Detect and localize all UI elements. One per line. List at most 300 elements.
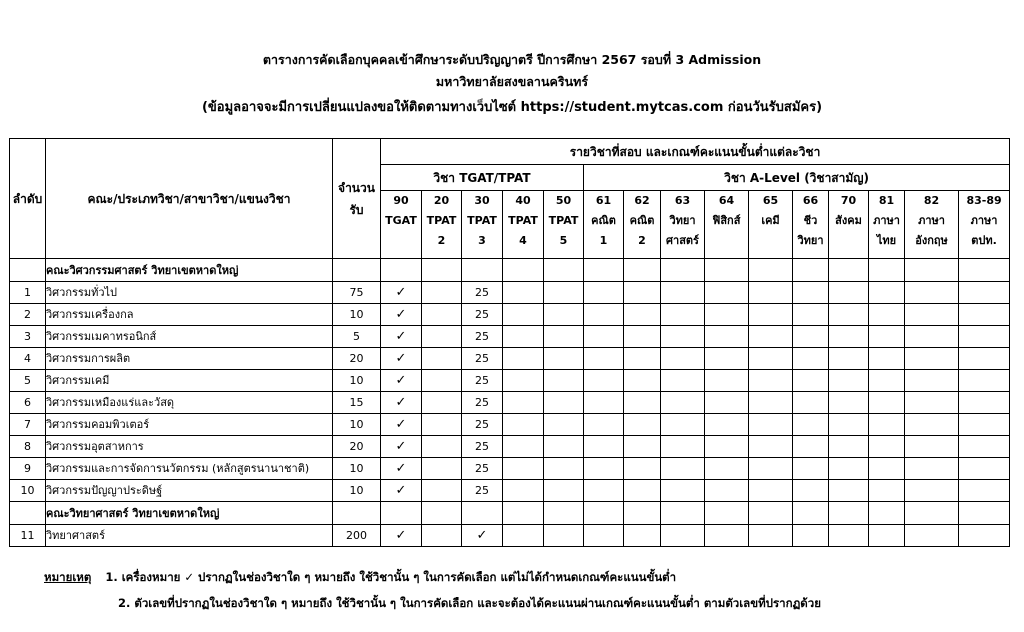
subject-cell: [905, 259, 959, 282]
row-seats: 10: [333, 458, 381, 480]
tpat3-cell: 25: [462, 392, 503, 414]
subject-cell: [584, 392, 624, 414]
header-subject: [422, 191, 462, 259]
header-subject-l2: ตปท.: [971, 234, 997, 247]
subject-cell: [661, 370, 705, 392]
table-row: [10, 436, 1010, 458]
subject-cell: [624, 414, 661, 436]
subject-cell: [793, 392, 829, 414]
subject-cell: [869, 480, 905, 502]
header-subject-l1: TPAT: [508, 214, 538, 227]
subject-cell: [624, 259, 661, 282]
subject-cell: [793, 259, 829, 282]
header-subject-code: 66: [802, 194, 819, 207]
subject-cell: [422, 370, 462, 392]
table-row: [10, 414, 1010, 436]
header-subject: [905, 191, 959, 259]
header-subject-l2: 3: [478, 234, 486, 247]
program-name: วิศวกรรมคอมพิวเตอร์: [46, 414, 333, 436]
row-seats: [333, 259, 381, 282]
tpat3-cell: ✓: [462, 525, 503, 547]
faculty-name: คณะวิศวกรรมศาสตร์ วิทยาเขตหาดใหญ่: [46, 259, 333, 282]
subject-cell: [705, 480, 749, 502]
row-no: [10, 259, 46, 282]
row-seats: 10: [333, 304, 381, 326]
subject-cell: [959, 326, 1010, 348]
program-name: วิศวกรรมทั่วไป: [46, 282, 333, 304]
subject-cell: [793, 348, 829, 370]
subject-cell: [544, 304, 584, 326]
subject-cell: [749, 525, 793, 547]
program-name: วิศวกรรมปัญญาประดิษฐ์: [46, 480, 333, 502]
faculty-row: [10, 259, 1010, 282]
header-subject: [381, 191, 422, 259]
header-subject: [705, 191, 749, 259]
subject-cell: [584, 458, 624, 480]
header-seats-line1: จำนวน: [338, 180, 375, 195]
program-name: วิศวกรรมอุตสาหการ: [46, 436, 333, 458]
header-subject-l2: 4: [519, 234, 527, 247]
faculty-name: คณะวิทยาศาสตร์ วิทยาเขตหาดใหญ่: [46, 502, 333, 525]
subject-cell: [793, 458, 829, 480]
subject-cell: [503, 414, 544, 436]
subject-cell: [829, 458, 869, 480]
tgat-cell: ✓: [381, 480, 422, 502]
subject-cell: [793, 282, 829, 304]
subject-cell: [829, 370, 869, 392]
row-no: 7: [10, 414, 46, 436]
row-no: 1: [10, 282, 46, 304]
subject-cell: [869, 414, 905, 436]
tgat-cell: ✓: [381, 348, 422, 370]
tpat3-cell: 25: [462, 414, 503, 436]
header-subject-code: 20: [433, 194, 450, 207]
table-row: [10, 304, 1010, 326]
tgat-cell: ✓: [381, 282, 422, 304]
row-no: 2: [10, 304, 46, 326]
subject-cell: [503, 480, 544, 502]
table-row: [10, 282, 1010, 304]
table-row: [10, 348, 1010, 370]
subject-cell: [749, 414, 793, 436]
subject-cell: [661, 436, 705, 458]
subject-cell: [381, 502, 422, 525]
subject-cell: [705, 370, 749, 392]
subject-cell: [503, 458, 544, 480]
subject-cell: [793, 370, 829, 392]
subject-cell: [422, 282, 462, 304]
header-subject-l1: TGAT: [385, 214, 417, 227]
header-subject-code: 82: [923, 194, 940, 207]
subject-cell: [624, 392, 661, 414]
subject-cell: [422, 458, 462, 480]
subject-cell: [749, 304, 793, 326]
subject-cell: [869, 392, 905, 414]
note-1: [44, 569, 676, 587]
row-seats: 10: [333, 480, 381, 502]
header-subject-l1: ภาษา: [918, 214, 945, 227]
subject-cell: [829, 392, 869, 414]
subject-cell: [624, 304, 661, 326]
subject-cell: [661, 326, 705, 348]
header-seats: [333, 139, 381, 259]
table-row: [10, 525, 1010, 547]
subject-cell: [544, 326, 584, 348]
row-no: 4: [10, 348, 46, 370]
header-subject-code: 83-89: [966, 194, 1002, 207]
subject-cell: [793, 436, 829, 458]
subject-cell: [829, 282, 869, 304]
tgat-cell: ✓: [381, 414, 422, 436]
subject-cell: [749, 436, 793, 458]
subject-cell: [503, 370, 544, 392]
header-subject-code: 65: [762, 194, 779, 207]
subject-cell: [503, 392, 544, 414]
header-subject: [503, 191, 544, 259]
subject-cell: [829, 259, 869, 282]
header-subject-l2: 2: [437, 234, 446, 247]
subject-cell: [624, 480, 661, 502]
header-subject-code: 50: [555, 194, 572, 207]
header-subject: [462, 191, 503, 259]
subject-cell: [869, 525, 905, 547]
tpat3-cell: 25: [462, 304, 503, 326]
tgat-cell: ✓: [381, 392, 422, 414]
header-subject: [869, 191, 905, 259]
subject-cell: [661, 348, 705, 370]
subject-cell: [905, 480, 959, 502]
subject-cell: [705, 436, 749, 458]
subject-cell: [869, 502, 905, 525]
program-name: วิศวกรรมการผลิต: [46, 348, 333, 370]
subject-cell: [905, 304, 959, 326]
subject-cell: [584, 348, 624, 370]
header-subject-l2: 5: [559, 234, 568, 247]
subject-cell: [584, 414, 624, 436]
program-name: วิศวกรรมและการจัดการนวัตกรรม (หลักสูตรนานาชาติ): [46, 458, 333, 480]
header-subject-l1: ฟิสิกส์: [712, 214, 741, 227]
header-subject: [544, 191, 584, 259]
subject-cell: [584, 525, 624, 547]
row-seats: 10: [333, 414, 381, 436]
subject-cell: [544, 414, 584, 436]
row-seats: 200: [333, 525, 381, 547]
subject-cell: [749, 348, 793, 370]
subject-cell: [544, 348, 584, 370]
subject-cell: [705, 392, 749, 414]
header-subject-code: 30: [474, 194, 490, 207]
subject-cell: [584, 304, 624, 326]
subject-cell: [422, 414, 462, 436]
header-subject-code: 62: [634, 194, 650, 207]
subject-cell: [869, 326, 905, 348]
subject-cell: [661, 458, 705, 480]
tpat3-cell: 25: [462, 458, 503, 480]
header-subject: [749, 191, 793, 259]
row-seats: 10: [333, 370, 381, 392]
header-subject-code: 63: [674, 194, 691, 207]
subject-cell: [544, 502, 584, 525]
subject-cell: [624, 282, 661, 304]
subject-cell: [959, 525, 1010, 547]
subject-cell: [749, 502, 793, 525]
subject-cell: [905, 458, 959, 480]
header-subject-l2: 2: [638, 234, 646, 247]
subject-cell: [959, 348, 1010, 370]
admission-table: [9, 138, 1010, 547]
subject-cell: [422, 502, 462, 525]
header-no: ลำดับ: [10, 139, 46, 259]
subject-cell: [544, 259, 584, 282]
subject-cell: [905, 370, 959, 392]
subject-cell: [959, 414, 1010, 436]
row-seats: [333, 502, 381, 525]
faculty-row: [10, 502, 1010, 525]
header-subject-code: 90: [393, 194, 409, 207]
tgat-cell: ✓: [381, 304, 422, 326]
program-name: วิศวกรรมเมคาทรอนิกส์: [46, 326, 333, 348]
subject-cell: [422, 304, 462, 326]
subject-cell: [624, 525, 661, 547]
subject-cell: [829, 525, 869, 547]
header-subject-code: 64: [718, 194, 735, 207]
subject-cell: [869, 282, 905, 304]
subject-cell: [793, 326, 829, 348]
subject-cell: [503, 259, 544, 282]
subject-cell: [959, 370, 1010, 392]
subject-cell: [705, 414, 749, 436]
header-subject-code: 70: [840, 194, 857, 207]
subject-cell: [584, 326, 624, 348]
row-no: 5: [10, 370, 46, 392]
subject-cell: [381, 259, 422, 282]
subject-cell: [624, 436, 661, 458]
subject-cell: [905, 392, 959, 414]
subject-cell: [544, 436, 584, 458]
subject-cell: [869, 348, 905, 370]
subject-cell: [705, 326, 749, 348]
header-subject-l1: ชีว: [803, 214, 818, 227]
disclaimer: (ข้อมูลอาจจะมีการเปลี่ยนแปลงขอให้ติดตามทางเว็บไซต์ https://student.mytcas.com ก่อนวันรับสมัคร): [201, 100, 823, 115]
tgat-cell: ✓: [381, 458, 422, 480]
subject-cell: [829, 326, 869, 348]
subject-cell: [959, 502, 1010, 525]
header-subject-l1: คณิต: [629, 214, 655, 227]
header-subject-l1: TPAT: [467, 214, 497, 227]
subject-cell: [905, 414, 959, 436]
subject-cell: [624, 326, 661, 348]
header-subject-code: 40: [515, 194, 531, 207]
tpat3-cell: 25: [462, 348, 503, 370]
subject-cell: [422, 436, 462, 458]
header-subject-l2: วิทยา: [797, 234, 824, 247]
subject-cell: [544, 458, 584, 480]
subject-cell: [829, 436, 869, 458]
subject-cell: [584, 436, 624, 458]
subject-cell: [584, 259, 624, 282]
subject-cell: [749, 392, 793, 414]
tgat-cell: ✓: [381, 525, 422, 547]
subject-cell: [705, 502, 749, 525]
subject-cell: [422, 348, 462, 370]
subject-cell: [869, 458, 905, 480]
header-subject: [959, 191, 1010, 259]
header-subject-l1: สังคม: [835, 214, 862, 227]
header-subject: [829, 191, 869, 259]
subject-cell: [905, 326, 959, 348]
subject-cell: [624, 458, 661, 480]
subject-cell: [422, 392, 462, 414]
subject-cell: [905, 525, 959, 547]
table-row: [10, 458, 1010, 480]
subject-cell: [749, 259, 793, 282]
subject-cell: [661, 502, 705, 525]
subject-cell: [624, 370, 661, 392]
subject-cell: [584, 502, 624, 525]
header-subject-l2: อังกฤษ: [915, 234, 948, 247]
subject-cell: [869, 259, 905, 282]
tpat3-cell: 25: [462, 480, 503, 502]
subject-cell: [584, 282, 624, 304]
subject-cell: [829, 414, 869, 436]
subject-cell: [905, 282, 959, 304]
subject-cell: [705, 282, 749, 304]
subject-cell: [905, 436, 959, 458]
subject-cell: [584, 480, 624, 502]
subject-cell: [793, 414, 829, 436]
subject-cell: [503, 304, 544, 326]
subject-cell: [829, 304, 869, 326]
row-seats: 5: [333, 326, 381, 348]
subject-cell: [503, 282, 544, 304]
header-subject-code: 61: [595, 194, 612, 207]
note-label: หมายเหตุ: [44, 570, 92, 584]
row-no: 11: [10, 525, 46, 547]
subject-cell: [462, 502, 503, 525]
row-no: 8: [10, 436, 46, 458]
subject-cell: [869, 370, 905, 392]
subject-cell: [705, 259, 749, 282]
header-subject-l1: เคมี: [761, 214, 780, 227]
header-subject: [661, 191, 705, 259]
row-no: 9: [10, 458, 46, 480]
subject-cell: [793, 525, 829, 547]
subject-cell: [959, 282, 1010, 304]
header-subject-l1: ภาษา: [970, 214, 998, 227]
header-subject-l2: ไทย: [876, 234, 897, 247]
subject-cell: [905, 502, 959, 525]
subject-cell: [705, 525, 749, 547]
header-seats-line2: รับ: [349, 202, 364, 217]
table-row: [10, 480, 1010, 502]
subject-cell: [793, 480, 829, 502]
tgat-cell: ✓: [381, 326, 422, 348]
subject-cell: [869, 436, 905, 458]
row-no: 6: [10, 392, 46, 414]
subject-cell: [959, 392, 1010, 414]
subject-cell: [544, 480, 584, 502]
subject-cell: [462, 259, 503, 282]
subject-cell: [905, 348, 959, 370]
subject-cell: [829, 502, 869, 525]
tgat-cell: ✓: [381, 370, 422, 392]
header-group-tgat: วิชา TGAT/TPAT: [381, 165, 584, 191]
subject-cell: [829, 480, 869, 502]
table-row: [10, 326, 1010, 348]
program-name: วิศวกรรมเคมี: [46, 370, 333, 392]
subject-cell: [584, 370, 624, 392]
subject-cell: [749, 480, 793, 502]
program-name: วิศวกรรมเหมืองแร่และวัสดุ: [46, 392, 333, 414]
subject-cell: [869, 304, 905, 326]
subject-cell: [749, 326, 793, 348]
subject-cell: [422, 259, 462, 282]
tgat-cell: ✓: [381, 436, 422, 458]
subject-cell: [959, 458, 1010, 480]
row-no: 3: [10, 326, 46, 348]
subject-cell: [749, 282, 793, 304]
table-row: [10, 370, 1010, 392]
subject-cell: [422, 525, 462, 547]
row-seats: 75: [333, 282, 381, 304]
subject-cell: [661, 282, 705, 304]
subject-cell: [829, 348, 869, 370]
subject-cell: [544, 370, 584, 392]
header-subject: [624, 191, 661, 259]
header-subject-l1: คณิต: [591, 214, 616, 227]
row-seats: 20: [333, 436, 381, 458]
note-1-text: 1. เครื่องหมาย ✓ ปรากฏในช่องวิชาใด ๆ หมายถึง ใช้วิชานั้น ๆ ในการคัดเลือก แต่ไม่ได้กำหนดเกณฑ์คะแนนขั้นต่ำ: [105, 570, 677, 584]
subject-cell: [705, 348, 749, 370]
header-group-alevel: วิชา A-Level (วิชาสามัญ): [584, 165, 1010, 191]
header-subjects-title: รายวิชาที่สอบ และเกณฑ์คะแนนขั้นต่ำแต่ละวิชา: [381, 139, 1010, 165]
program-name: วิทยาศาสตร์: [46, 525, 333, 547]
header-faculty: คณะ/ประเภทวิชา/สาขาวิชา/แขนงวิชา: [46, 139, 333, 259]
subject-cell: [503, 502, 544, 525]
tpat3-cell: 25: [462, 282, 503, 304]
subject-cell: [959, 480, 1010, 502]
header-subject-l2: ศาสตร์: [666, 234, 699, 247]
subject-cell: [661, 304, 705, 326]
tpat3-cell: 25: [462, 326, 503, 348]
subject-cell: [661, 414, 705, 436]
row-seats: 20: [333, 348, 381, 370]
header-subject-code: 81: [878, 194, 895, 207]
table-row: [10, 392, 1010, 414]
subject-cell: [661, 525, 705, 547]
subject-cell: [422, 326, 462, 348]
subject-cell: [503, 326, 544, 348]
subject-cell: [959, 436, 1010, 458]
row-no: [10, 502, 46, 525]
subject-cell: [544, 282, 584, 304]
subject-cell: [959, 304, 1010, 326]
header-subject-l1: TPAT: [426, 214, 457, 227]
subject-cell: [661, 259, 705, 282]
subject-cell: [959, 259, 1010, 282]
subject-cell: [705, 458, 749, 480]
document-title: ตารางการคัดเลือกบุคคลเข้าศึกษาระดับปริญญาตรี ปีการศึกษา 2567 รอบที่ 3 Admission: [262, 52, 762, 67]
header-subject: [584, 191, 624, 259]
row-no: 10: [10, 480, 46, 502]
subject-cell: [661, 392, 705, 414]
subject-cell: [544, 392, 584, 414]
subject-cell: [661, 480, 705, 502]
row-seats: 15: [333, 392, 381, 414]
header-subject: [793, 191, 829, 259]
header-subject-l1: TPAT: [548, 214, 579, 227]
subject-cell: [503, 348, 544, 370]
